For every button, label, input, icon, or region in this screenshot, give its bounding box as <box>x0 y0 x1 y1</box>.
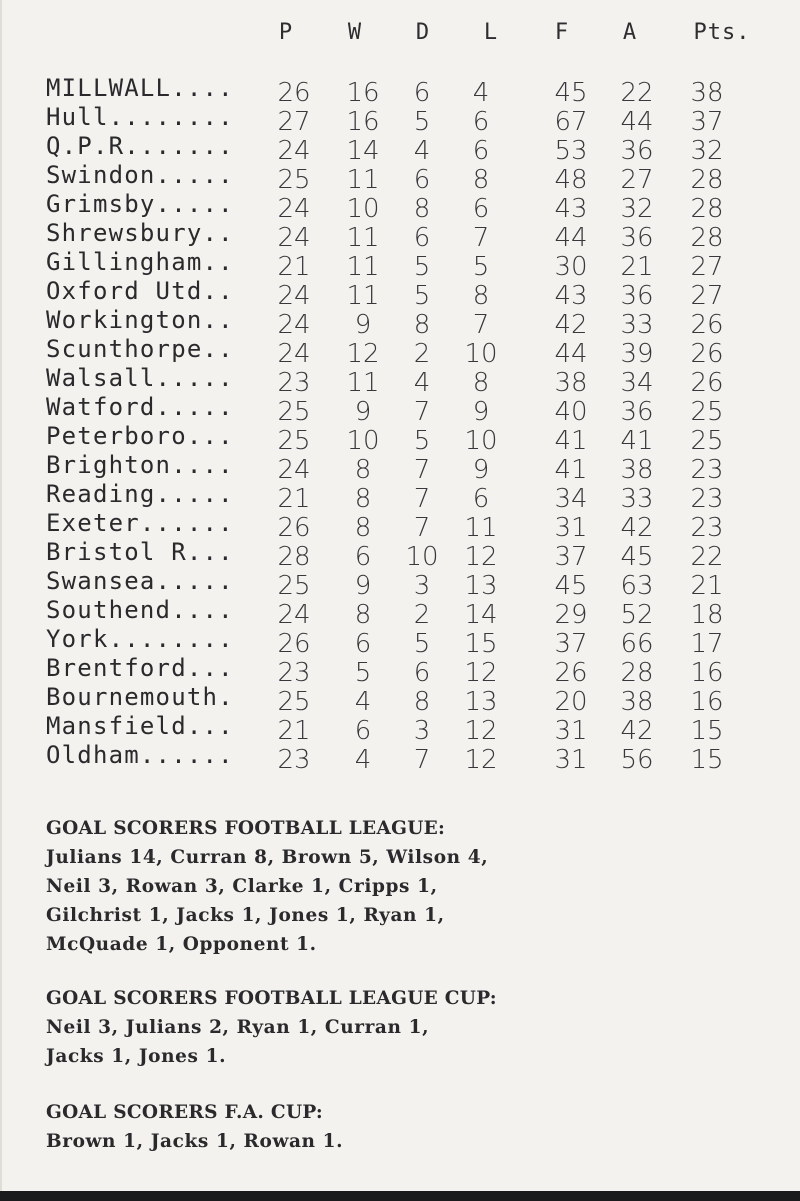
cell-drawn: 4 <box>413 368 431 398</box>
table-row <box>0 70 800 108</box>
cell-played: 26 <box>277 629 311 659</box>
cell-for: 45 <box>554 571 588 601</box>
cell-for: 34 <box>554 484 588 514</box>
table-row <box>0 476 800 514</box>
cell-points: 26 <box>690 310 724 340</box>
cell-played: 23 <box>277 658 311 688</box>
cell-won: 10 <box>346 426 380 456</box>
cell-for: 44 <box>554 223 588 253</box>
cell-against: 21 <box>620 252 654 282</box>
column-header-against: A <box>622 20 638 45</box>
cell-for: 29 <box>554 600 588 630</box>
cell-for: 45 <box>554 78 588 108</box>
cell-for: 42 <box>554 310 588 340</box>
team-name: Gillingham.. <box>46 248 234 276</box>
cell-played: 24 <box>277 281 311 311</box>
cell-points: 38 <box>690 78 724 108</box>
cell-won: 10 <box>346 194 380 224</box>
cell-won: 8 <box>354 455 372 485</box>
cell-played: 24 <box>277 136 311 166</box>
cell-drawn: 5 <box>413 426 431 456</box>
cell-won: 5 <box>354 658 372 688</box>
cell-drawn: 5 <box>413 281 431 311</box>
scorers-fa-cup <box>46 1098 766 1156</box>
cell-lost: 10 <box>464 426 498 456</box>
cell-lost: 12 <box>464 745 498 775</box>
table-row <box>0 302 800 340</box>
column-header-won: W <box>347 20 363 45</box>
cell-won: 4 <box>354 687 372 717</box>
cell-lost: 4 <box>472 78 490 108</box>
table-row <box>0 563 800 601</box>
cell-lost: 6 <box>472 484 490 514</box>
table-row <box>0 708 800 746</box>
cell-lost: 9 <box>472 455 490 485</box>
cell-won: 8 <box>354 513 372 543</box>
cell-drawn: 5 <box>413 629 431 659</box>
scorers-heading: GOAL SCORERS FOOTBALL LEAGUE CUP: <box>46 988 497 1009</box>
cell-for: 31 <box>554 513 588 543</box>
cell-for: 30 <box>554 252 588 282</box>
cell-drawn: 5 <box>413 252 431 282</box>
table-row <box>0 447 800 485</box>
team-name: Scunthorpe.. <box>46 335 234 363</box>
cell-won: 11 <box>346 252 380 282</box>
cell-against: 42 <box>620 716 654 746</box>
cell-points: 22 <box>690 542 724 572</box>
cell-against: 33 <box>620 484 654 514</box>
cell-against: 44 <box>620 107 654 137</box>
scorers-line: Neil 3, Rowan 3, Clarke 1, Cripps 1, <box>46 876 438 897</box>
team-name: Peterboro... <box>46 422 234 450</box>
team-name: Oxford Utd.. <box>46 277 234 305</box>
cell-lost: 7 <box>472 310 490 340</box>
cell-points: 25 <box>690 397 724 427</box>
table-row <box>0 534 800 572</box>
cell-for: 48 <box>554 165 588 195</box>
scorers-heading: GOAL SCORERS FOOTBALL LEAGUE: <box>46 818 446 839</box>
cell-against: 36 <box>620 281 654 311</box>
cell-for: 41 <box>554 426 588 456</box>
team-name: Grimsby..... <box>46 190 234 218</box>
cell-against: 52 <box>620 600 654 630</box>
cell-lost: 12 <box>464 658 498 688</box>
cell-played: 25 <box>277 397 311 427</box>
cell-points: 28 <box>690 165 724 195</box>
cell-won: 8 <box>354 484 372 514</box>
cell-points: 23 <box>690 455 724 485</box>
cell-against: 63 <box>620 571 654 601</box>
table-row <box>0 418 800 456</box>
cell-points: 23 <box>690 484 724 514</box>
team-name: Brighton.... <box>46 451 234 479</box>
column-header-for: F <box>554 20 570 45</box>
cell-for: 38 <box>554 368 588 398</box>
cell-won: 12 <box>346 339 380 369</box>
cell-lost: 12 <box>464 542 498 572</box>
cell-points: 18 <box>690 600 724 630</box>
cell-played: 23 <box>277 368 311 398</box>
cell-played: 23 <box>277 745 311 775</box>
cell-drawn: 8 <box>413 194 431 224</box>
cell-against: 56 <box>620 745 654 775</box>
cell-drawn: 5 <box>413 107 431 137</box>
column-header-points: Pts. <box>693 20 751 45</box>
cell-lost: 15 <box>464 629 498 659</box>
table-row <box>0 157 800 195</box>
cell-won: 9 <box>354 571 372 601</box>
cell-against: 66 <box>620 629 654 659</box>
cell-for: 26 <box>554 658 588 688</box>
team-name: Q.P.R....... <box>46 132 234 160</box>
scorers-line: Julians 14, Curran 8, Brown 5, Wilson 4, <box>46 847 489 868</box>
cell-drawn: 6 <box>413 78 431 108</box>
cell-points: 21 <box>690 571 724 601</box>
scorers-line: Gilchrist 1, Jacks 1, Jones 1, Ryan 1, <box>46 905 445 926</box>
table-row <box>0 128 800 166</box>
cell-won: 8 <box>354 600 372 630</box>
team-name: Workington.. <box>46 306 234 334</box>
cell-points: 27 <box>690 281 724 311</box>
table-row <box>0 273 800 311</box>
cell-won: 9 <box>354 397 372 427</box>
cell-played: 25 <box>277 426 311 456</box>
cell-drawn: 6 <box>413 165 431 195</box>
cell-won: 11 <box>346 368 380 398</box>
column-header-lost: L <box>483 20 499 45</box>
cell-played: 21 <box>277 716 311 746</box>
table-row <box>0 650 800 688</box>
team-name: Walsall..... <box>46 364 234 392</box>
cell-for: 43 <box>554 281 588 311</box>
team-name: Hull........ <box>46 103 234 131</box>
cell-against: 36 <box>620 136 654 166</box>
team-name: Bristol R... <box>46 538 234 566</box>
cell-for: 37 <box>554 629 588 659</box>
cell-lost: 6 <box>472 194 490 224</box>
cell-lost: 7 <box>472 223 490 253</box>
cell-lost: 12 <box>464 716 498 746</box>
cell-lost: 8 <box>472 368 490 398</box>
league-table-body <box>0 70 800 775</box>
table-row <box>0 505 800 543</box>
cell-points: 15 <box>690 716 724 746</box>
cell-against: 33 <box>620 310 654 340</box>
table-row <box>0 679 800 717</box>
team-name: Oldham...... <box>46 741 234 769</box>
cell-drawn: 7 <box>413 455 431 485</box>
cell-points: 27 <box>690 252 724 282</box>
cell-played: 26 <box>277 78 311 108</box>
cell-won: 6 <box>354 716 372 746</box>
cell-for: 31 <box>554 745 588 775</box>
cell-won: 14 <box>346 136 380 166</box>
cell-lost: 9 <box>472 397 490 427</box>
cell-against: 36 <box>620 397 654 427</box>
team-name: Shrewsbury.. <box>46 219 234 247</box>
cell-for: 67 <box>554 107 588 137</box>
cell-played: 21 <box>277 484 311 514</box>
cell-won: 4 <box>354 745 372 775</box>
cell-lost: 13 <box>464 571 498 601</box>
cell-played: 25 <box>277 571 311 601</box>
cell-points: 32 <box>690 136 724 166</box>
table-row <box>0 244 800 282</box>
cell-played: 24 <box>277 455 311 485</box>
column-header-played: P <box>278 20 294 45</box>
cell-points: 37 <box>690 107 724 137</box>
cell-for: 20 <box>554 687 588 717</box>
cell-against: 32 <box>620 194 654 224</box>
cell-points: 16 <box>690 658 724 688</box>
cell-points: 16 <box>690 687 724 717</box>
team-name: York........ <box>46 625 234 653</box>
scorers-line: Brown 1, Jacks 1, Rowan 1. <box>46 1131 344 1152</box>
cell-played: 24 <box>277 223 311 253</box>
cell-won: 11 <box>346 281 380 311</box>
table-row <box>0 99 800 137</box>
scorers-line: McQuade 1, Opponent 1. <box>46 934 317 955</box>
team-name: Swindon..... <box>46 161 234 189</box>
cell-played: 25 <box>277 165 311 195</box>
column-header-drawn: D <box>415 20 431 45</box>
cell-lost: 11 <box>464 513 498 543</box>
team-name: Exeter...... <box>46 509 234 537</box>
cell-played: 21 <box>277 252 311 282</box>
cell-lost: 10 <box>464 339 498 369</box>
cell-won: 16 <box>346 107 380 137</box>
cell-won: 11 <box>346 165 380 195</box>
cell-drawn: 6 <box>413 658 431 688</box>
table-row <box>0 360 800 398</box>
team-name: Watford..... <box>46 393 234 421</box>
cell-against: 27 <box>620 165 654 195</box>
scorers-football-league <box>46 814 766 959</box>
cell-against: 42 <box>620 513 654 543</box>
table-header <box>0 20 800 56</box>
cell-played: 24 <box>277 600 311 630</box>
cell-for: 53 <box>554 136 588 166</box>
cell-won: 9 <box>354 310 372 340</box>
cell-against: 38 <box>620 455 654 485</box>
cell-drawn: 8 <box>413 310 431 340</box>
team-name: Reading..... <box>46 480 234 508</box>
cell-for: 31 <box>554 716 588 746</box>
cell-for: 37 <box>554 542 588 572</box>
table-row <box>0 389 800 427</box>
cell-drawn: 8 <box>413 687 431 717</box>
table-row <box>0 737 800 775</box>
cell-drawn: 10 <box>405 542 439 572</box>
cell-points: 26 <box>690 339 724 369</box>
cell-for: 41 <box>554 455 588 485</box>
cell-against: 34 <box>620 368 654 398</box>
cell-won: 6 <box>354 629 372 659</box>
cell-drawn: 2 <box>413 600 431 630</box>
team-name: Bournemouth. <box>46 683 234 711</box>
cell-points: 15 <box>690 745 724 775</box>
cell-drawn: 2 <box>413 339 431 369</box>
table-row <box>0 186 800 224</box>
cell-won: 6 <box>354 542 372 572</box>
cell-for: 44 <box>554 339 588 369</box>
cell-lost: 14 <box>464 600 498 630</box>
cell-points: 17 <box>690 629 724 659</box>
cell-played: 25 <box>277 687 311 717</box>
cell-lost: 6 <box>472 136 490 166</box>
cell-against: 41 <box>620 426 654 456</box>
cell-won: 16 <box>346 78 380 108</box>
cell-played: 24 <box>277 310 311 340</box>
cell-lost: 5 <box>472 252 490 282</box>
cell-points: 23 <box>690 513 724 543</box>
cell-drawn: 7 <box>413 745 431 775</box>
cell-against: 22 <box>620 78 654 108</box>
team-name: Mansfield... <box>46 712 234 740</box>
cell-against: 38 <box>620 687 654 717</box>
scorers-heading: GOAL SCORERS F.A. CUP: <box>46 1102 324 1123</box>
cell-played: 27 <box>277 107 311 137</box>
cell-drawn: 3 <box>413 571 431 601</box>
cell-played: 28 <box>277 542 311 572</box>
scorers-line: Jacks 1, Jones 1. <box>46 1046 227 1067</box>
table-row <box>0 331 800 369</box>
cell-won: 11 <box>346 223 380 253</box>
page-bottom-edge <box>0 1191 800 1201</box>
table-row <box>0 592 800 630</box>
cell-drawn: 4 <box>413 136 431 166</box>
table-row <box>0 621 800 659</box>
cell-against: 39 <box>620 339 654 369</box>
scorers-line: Neil 3, Julians 2, Ryan 1, Curran 1, <box>46 1017 430 1038</box>
cell-for: 43 <box>554 194 588 224</box>
cell-for: 40 <box>554 397 588 427</box>
cell-points: 28 <box>690 223 724 253</box>
cell-lost: 8 <box>472 281 490 311</box>
cell-played: 24 <box>277 194 311 224</box>
cell-played: 24 <box>277 339 311 369</box>
team-name: Southend.... <box>46 596 234 624</box>
cell-points: 28 <box>690 194 724 224</box>
cell-drawn: 7 <box>413 397 431 427</box>
cell-drawn: 3 <box>413 716 431 746</box>
cell-drawn: 7 <box>413 513 431 543</box>
scorers-league-cup <box>46 984 766 1071</box>
team-name: MILLWALL.... <box>46 74 234 102</box>
cell-lost: 6 <box>472 107 490 137</box>
cell-drawn: 6 <box>413 223 431 253</box>
cell-lost: 13 <box>464 687 498 717</box>
team-name: Brentford... <box>46 654 234 682</box>
cell-points: 26 <box>690 368 724 398</box>
cell-against: 28 <box>620 658 654 688</box>
table-row <box>0 215 800 253</box>
cell-points: 25 <box>690 426 724 456</box>
cell-lost: 8 <box>472 165 490 195</box>
cell-played: 26 <box>277 513 311 543</box>
team-name: Swansea..... <box>46 567 234 595</box>
cell-against: 36 <box>620 223 654 253</box>
cell-drawn: 7 <box>413 484 431 514</box>
cell-against: 45 <box>620 542 654 572</box>
